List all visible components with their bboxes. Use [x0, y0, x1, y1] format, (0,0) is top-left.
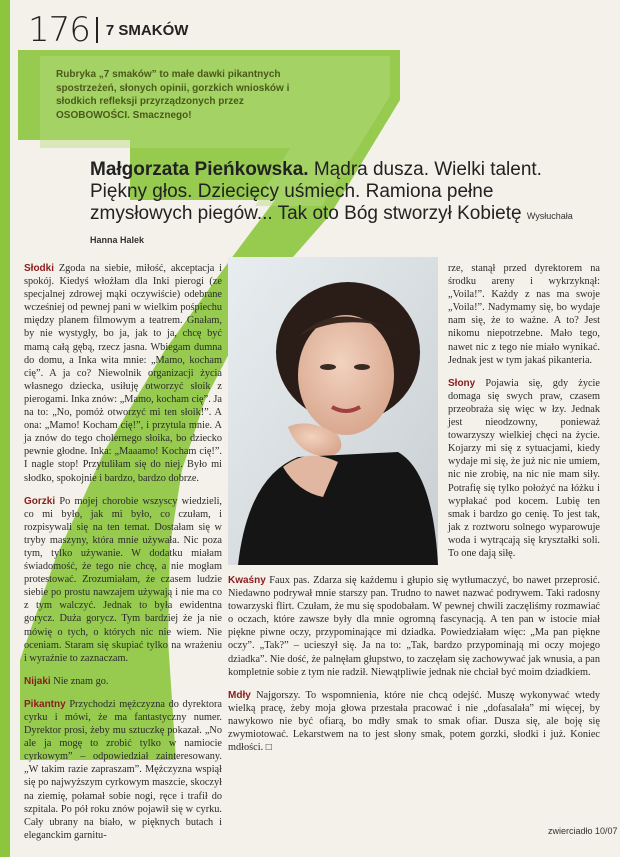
text-mdly: Najgorszy. To wspomnienia, które nie chcą odejść. Muszę wykonywać wtedy wielką pracę, żeby moja głowa przestała pracować i nie „dofasalała” mi więcej, by nawykowo nie być ofiarą, bo mdły smak to smak ofiar. Dusza się, ale boję się zwymiotować. Lekarstwem na to jest słony smak, potem gorzki, słodki i już. Koniec mdłości. □	[228, 689, 600, 754]
intro-part3: . Smacznego!	[127, 109, 192, 121]
label-kwasny: Kwaśny	[228, 575, 266, 586]
label-slony: Słony	[448, 377, 476, 389]
portrait-illustration	[228, 257, 438, 565]
title-tagline: Mądra dusza. Wielki talent. Piękny głos. Dziecięcy uśmiech. Ramiona pełne zmysłowych piegów... Tak oto Bóg stworzył Kobietę	[90, 159, 542, 224]
intro-part1: Rubryka „7 smaków” to małe dawki pikantnych spostrzeżeń, słonych opinii, gorzkich wniosków i słodkich refleksji przyrządzonych przez	[56, 69, 290, 107]
label-slodki: Słodki	[24, 263, 55, 274]
label-nijaki: Nijaki	[24, 675, 51, 687]
text-slony: Pojawia się, gdy życie domaga się swych praw, czasem przeobraża się więc w łzy. Jednak jest nieodzowny, ponieważ towarzyszy wielkiej chęci na życie. Kojarzy mi się z sytuacjami, kiedy wydaje mi się, że już nic nie umiem, nic nie zrobię, na nic nie mam siły. Potrafię się tylko położyć na łóżku i wypłakać pod kocem. Lubię ten smak i bardzo go cenię. To jest tak, jak z roztworu solnego wyparowuje woda i wytrącają się kryształki soli. To one dają siłę.	[448, 377, 600, 559]
intro-emphasis: OSOBOWOŚCI	[56, 109, 128, 121]
paragraph-slony	[448, 377, 600, 560]
article-title	[90, 159, 595, 251]
paragraph-continuation	[448, 262, 600, 367]
credit-prefix: Wysłuchała	[526, 211, 573, 221]
credit-name: Hanna Halek	[90, 235, 145, 245]
label-pikantny: Pikantny	[24, 698, 66, 710]
text-column-2	[448, 262, 600, 570]
paragraph-pikantny	[24, 698, 222, 842]
paragraph-nijaki	[24, 675, 222, 688]
portrait-photo	[228, 257, 438, 565]
text-column-1	[24, 262, 222, 852]
intro-text	[56, 68, 316, 122]
text-gorzki: Po mojej chorobie wszyscy wiedzieli, co mi było, jak mi było, co czułam, i rozpisywali się na ten temat. Dostałam się w tryby maszyny, która mnie używała. Nic poza tym, tylko używanie. W dodatku miałam świadomość, że tego nie chcę, a nie mogłam protestować. Zrozumiałam, że czasem ludzie siebie po prostu nawzajem używają i nie ma co z tym walczyć. Jednak to była ewidentna gorycz. Duża gorycz. Tym bardziej że ja nie mówię o tych, o których nic nie wiem. Nie oceniam. Staram się skupiać tylko na wrażeniu i wyraźnie to zaznaczam.	[24, 495, 222, 664]
label-mdly: Mdły	[228, 689, 251, 701]
paragraph-gorzki	[24, 495, 222, 665]
paragraph-kwasny	[228, 574, 600, 679]
person-name: Małgorzata Pieńkowska.	[90, 159, 309, 180]
text-column-3	[228, 574, 600, 764]
text-continuation: rze, stanął przed dyrektorem na środku areny i wykrzyknął: „Voila!”. Każdy z nas ma swoje „Voila!”. Nadymamy się, bo wydaje nam się, że to ważne. A to? Jest nikomu niepotrzebne. Mało tego, nawet nic z tego nie miało wynikać. Jednak jest w tym jakaś pikanteria.	[448, 263, 600, 366]
text-kwasny: Faux pas. Zdarza się każdemu i głupio się wytłumaczyć, bo nawet przeprosić. Niedawno podrywał mnie starszy pan. Trudno to nawet nazwać podrywem. Taki radosny towarzyski flirt. Czułam, że mu się spodobałam. W pewnej chwili zaczęliśmy rozmawiać o oczach, które zawsze były dla mnie ogromną fascynacją. A ten pan w istocie miał piękne piwne oczy, przypominające mi dziadka. Powiedziałam więc: „Ma pan piękne oczy”. „Tak?” – ucieszył się. Ja na to: „Tak, bardzo przypominają mi oczy mojego dziadka”. Nie dość, że palnęłam głupstwo, to zaczęłam się zachowywać jak wnusia, a pan kompletnie sobie z tym nie radził. Niewątpliwie jednak nie chciał być moim dziadkiem.	[228, 575, 600, 678]
text-nijaki: Nie znam go.	[50, 675, 109, 687]
page-number: 176	[28, 10, 90, 50]
header-divider	[96, 17, 98, 43]
page-header	[28, 10, 188, 50]
text-slodki: Zgoda na siebie, miłość, akceptacja i spokój. Kiedyś włożłam dla Inki pierogi (ze specjalnej zdrowej mąki oczywiście) odebrane wcześniej od pewnej pani w wielkim pośpiechu między planem filmowym a teatrem. Gnałam, by nie wystygły, bo ja, jak to ja, chcę być mamą całą gębą, rzecz jasna. Wbiegam dumna do domu, a Inka wita mnie: „Mamo, kocham cię”. A ja co? Niewolnik organizacji życia własnego dziecka, usiłuję otworzyć słoik z pierogami. Inka znów: „Mamo, kocham cię”. Ja na to: „No, pomóż otworzyć mi ten słoik!”. A ona: „Mamo! Kocham cię!”, i przytula mnie. A ja znów do tego cholernego słoika, bo dziecko pewnie głodne. Inka: „Maaamo! Kocham cię!”. I nagle stop! Przytuliłam się do niej. Było mi słodko, spokojnie i bardzo, bardzo dobrze.	[24, 263, 222, 484]
paragraph-mdly	[228, 689, 600, 754]
page-footer: zwierciadło 10/07	[548, 826, 618, 836]
label-gorzki: Gorzki	[24, 495, 56, 507]
paragraph-slodki	[24, 262, 222, 485]
text-pikantny: Przychodzi mężczyzna do dyrektora cyrku i mówi, że ma fantastyczny numer. Dyrektor prosi, żeby mu sztuczkę pokazał. „No ale ja mogę to zrobić tylko w namiocie cyrkowym” – odpowiedział zainteresowany. „W takim razie zapraszam”. Mężczyzna wspiął się po najwyższym cyrkowym maszcie, skoczył na ziemię, połamał sobie nogi, ręce i trafił do szpitala. Po pół roku znów pojawił się w cyrku. Cały ubrany na biało, w pięknych butach i eleganckim garnitu-	[24, 698, 222, 841]
section-title: 7 SMAKÓW	[105, 21, 189, 39]
